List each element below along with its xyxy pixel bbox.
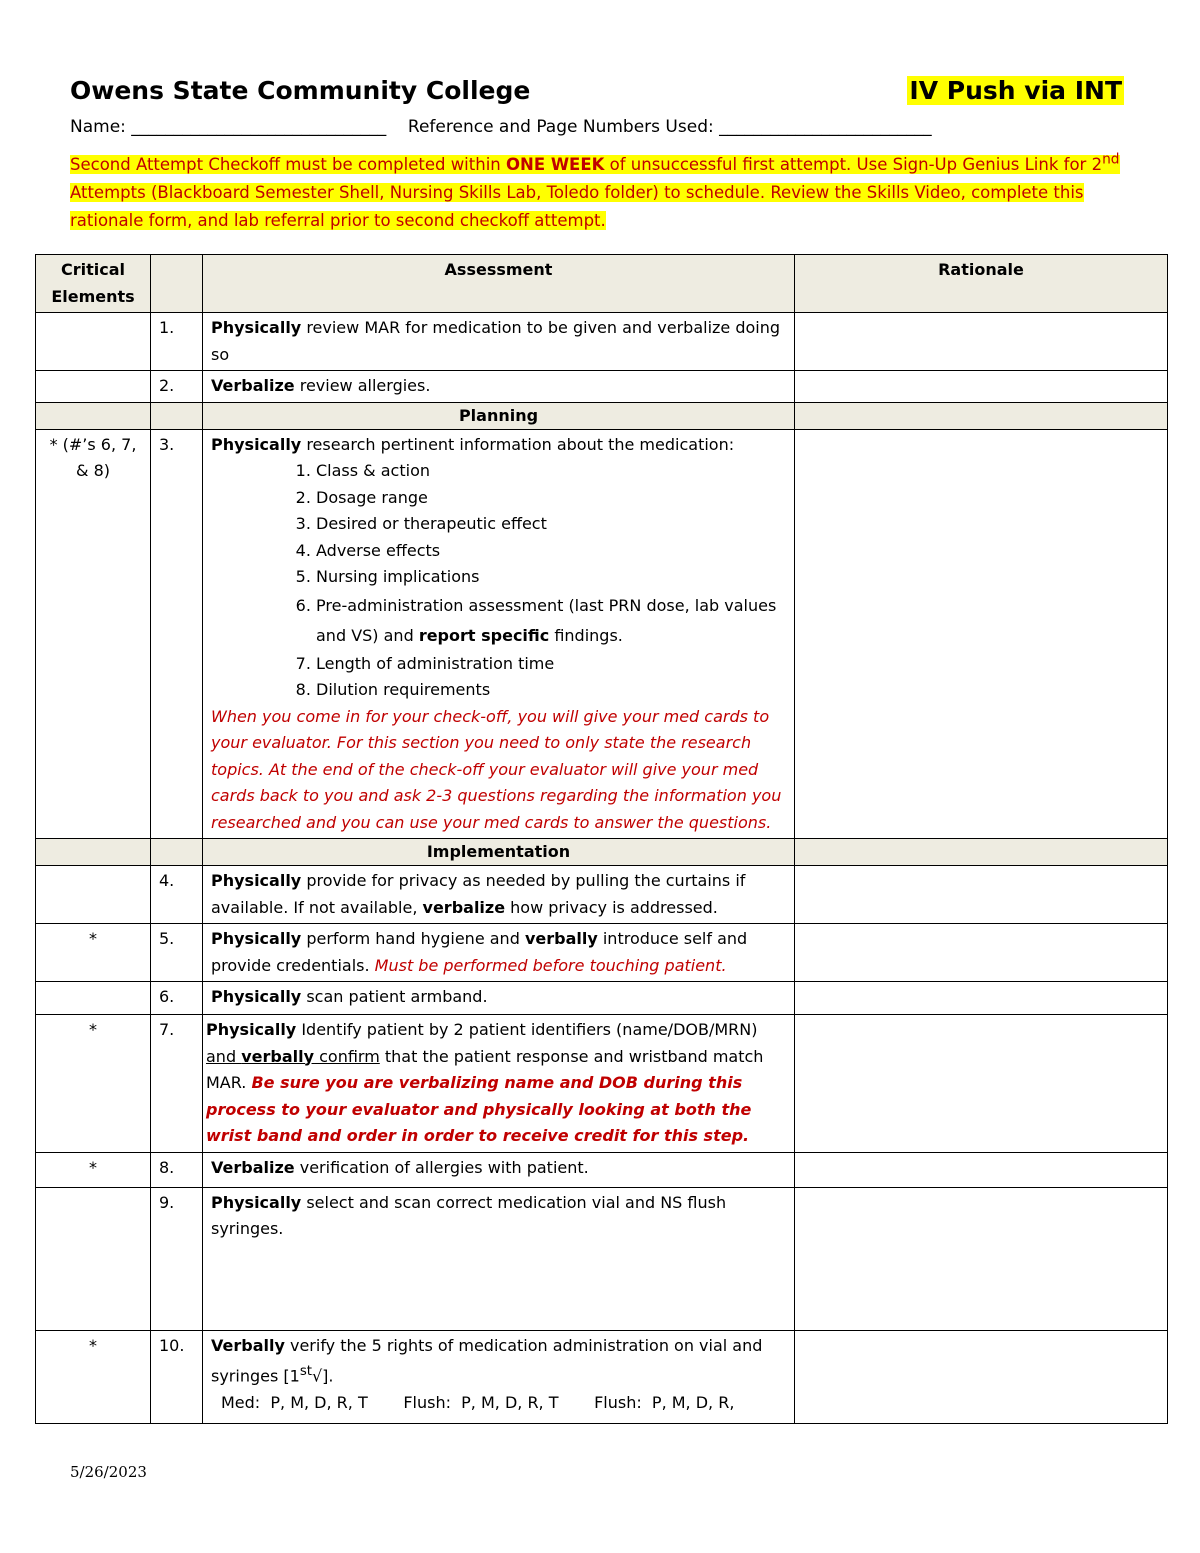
rationale-field[interactable] — [795, 866, 1168, 924]
list-item: 4. Adverse effects — [316, 538, 786, 565]
step-number: 1. — [151, 313, 203, 371]
step-number: 6. — [151, 982, 203, 1015]
critical-cell — [36, 1187, 151, 1330]
critical-cell — [36, 982, 151, 1015]
rationale-field[interactable] — [795, 982, 1168, 1015]
critical-cell — [36, 371, 151, 403]
rationale-header: Rationale — [795, 255, 1168, 313]
name-field[interactable]: ______________________________ — [131, 117, 387, 137]
section-row-planning — [36, 402, 1168, 429]
critical-cell — [36, 866, 151, 924]
med-card-note: When you come in for your check-off, you will give your med cards to your evaluator. For this section you need to only state the research topics. At the end of the check-off your evaluator will give your med cards back to you and ask 2-3 questions regarding the information you researched and you can use your med cards to answer the questions. — [211, 706, 782, 832]
section-row-implementation — [36, 839, 1168, 866]
table-row — [36, 924, 1168, 982]
table-row — [36, 429, 1168, 839]
step-text: Physically review MAR for medication to be given and verbalize doing so — [203, 313, 795, 371]
step-number: 2. — [151, 371, 203, 403]
critical-cell — [36, 313, 151, 371]
table-row — [36, 371, 1168, 403]
number-header — [151, 255, 203, 313]
critical-cell: * — [36, 1330, 151, 1423]
step-text: Physically select and scan correct medication vial and NS flush syringes. — [203, 1187, 795, 1330]
table-row — [36, 1152, 1168, 1187]
step-text: Verbalize review allergies. — [203, 371, 795, 403]
name-label: Name: — [70, 117, 126, 137]
rationale-field[interactable] — [795, 371, 1168, 403]
critical-cell: * — [36, 924, 151, 982]
assessment-header: Assessment — [203, 255, 795, 313]
college-title: Owens State Community College — [70, 76, 531, 105]
critical-cell: * — [36, 1152, 151, 1187]
step-text: Verbalize verification of allergies with patient. — [203, 1152, 795, 1187]
list-item: 7. Length of administration time — [316, 651, 786, 678]
step-text: Verbally verify the 5 rights of medication administration on vial and syringes [1st√]. Med: P, M, D, R, T Flush: P, M, D, R, T Flush: P, M, D, R, — [203, 1330, 795, 1423]
table-row — [36, 1187, 1168, 1330]
rationale-field[interactable] — [795, 1152, 1168, 1187]
step-number: 5. — [151, 924, 203, 982]
step-number: 9. — [151, 1187, 203, 1330]
step-number: 7. — [151, 1015, 203, 1153]
table-row — [36, 313, 1168, 371]
section-title: Implementation — [203, 839, 795, 866]
list-item: 2. Dosage range — [316, 485, 786, 512]
rationale-field[interactable] — [795, 1015, 1168, 1153]
list-item: 5. Nursing implications — [316, 564, 786, 591]
list-item: 3. Desired or therapeutic effect — [316, 511, 786, 538]
table-row — [36, 1330, 1168, 1423]
list-item: 1. Class & action — [316, 458, 786, 485]
rights-checklist: Med: P, M, D, R, T Flush: P, M, D, R, T Flush: P, M, D, R, — [221, 1392, 735, 1412]
step-text: Physically perform hand hygiene and verbally introduce self and provide credentials. Must be performed before touching patient. — [203, 924, 795, 982]
table-header-row — [36, 255, 1168, 313]
step-text: Physically research pertinent information about the medication: 1. Class & action 2. Dosage range 3. Desired or therapeutic effect 4. Adverse effects 5. Nursing implications 6. Pre-administration assessment (last PRN dose, lab values and VS) and report specific findings. 7. Length of administration time 8. Dilution requirements When you come in for your check-off, you will give your med cards to your evaluator. For this section you need to only state the research topics. At the end of the check-off your evaluator will give your med cards back to you and ask 2-3 questions regarding the information you researched and you can use your med cards to answer the questions. — [203, 429, 795, 839]
table-row — [36, 1015, 1168, 1153]
rationale-field[interactable] — [795, 313, 1168, 371]
reference-field[interactable]: _________________________ — [719, 117, 932, 137]
critical-cell: * — [36, 1015, 151, 1153]
step-number: 3. — [151, 429, 203, 839]
list-item: 6. Pre-administration assessment (last PRN dose, lab values and VS) and report specific findings. — [316, 591, 786, 651]
second-attempt-notice: Second Attempt Checkoff must be completed within ONE WEEK of unsuccessful first attempt. Use Sign-Up Genius Link for 2nd Attempts (Blackboard Semester Shell, Nursing Skills Lab, Toledo folder) to schedule. Review the Skills Video, complete this rationale form, and lab referral prior to second checkoff attempt. — [70, 151, 1120, 230]
research-topics-list — [211, 458, 786, 704]
footer-date: 5/26/2023 — [70, 1463, 147, 1481]
step-number: 8. — [151, 1152, 203, 1187]
rationale-field[interactable] — [795, 429, 1168, 839]
section-title: Planning — [203, 402, 795, 429]
critical-elements-header: Critical Elements — [36, 255, 151, 313]
rationale-field[interactable] — [795, 1187, 1168, 1330]
critical-cell: * (#’s 6, 7, & 8) — [36, 429, 151, 839]
rationale-field[interactable] — [795, 924, 1168, 982]
checkoff-table — [35, 254, 1168, 1424]
list-item: 8. Dilution requirements — [316, 677, 786, 704]
step-text: Physically Identify patient by 2 patient identifiers (name/DOB/MRN) and verbally confirm that the patient response and wristband match MAR. Be sure you are verbalizing name and DOB during this process to your evaluator and physically looking at both the wrist band and order in order to receive credit for this step. — [203, 1015, 795, 1153]
skill-title: IV Push via INT — [909, 76, 1122, 105]
table-row — [36, 982, 1168, 1015]
step-text: Physically scan patient armband. — [203, 982, 795, 1015]
table-row — [36, 866, 1168, 924]
reference-label: Reference and Page Numbers Used: — [407, 117, 714, 137]
step-number: 10. — [151, 1330, 203, 1423]
step-number: 4. — [151, 866, 203, 924]
name-line — [70, 117, 932, 137]
step-text: Physically provide for privacy as needed by pulling the curtains if available. If not available, verbalize how privacy is addressed. — [203, 866, 795, 924]
rationale-field[interactable] — [795, 1330, 1168, 1423]
